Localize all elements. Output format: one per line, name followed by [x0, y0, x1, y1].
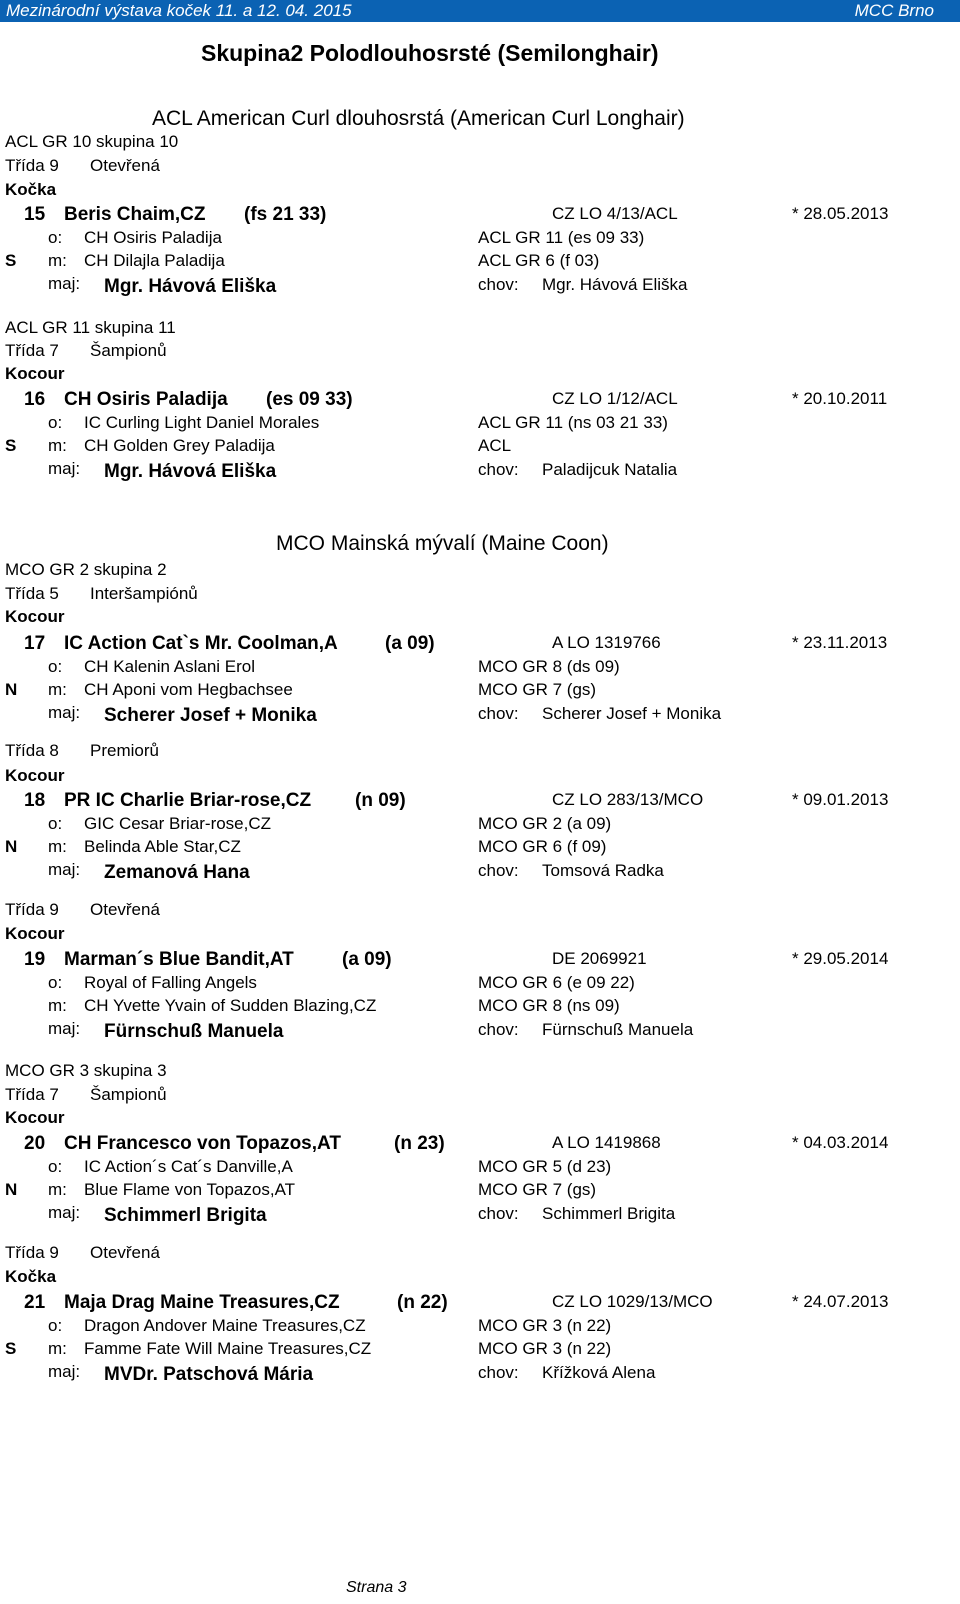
- class-name: Otevřená: [90, 156, 160, 175]
- owner-label: maj:: [48, 1203, 81, 1222]
- breeder-name: Mgr. Hávová Eliška: [542, 275, 688, 294]
- section-label: ACL GR 10 skupina 10: [5, 132, 179, 151]
- cat-name: IC Action Cat`s Mr. Coolman,A: [64, 633, 338, 654]
- father-label: o:: [48, 228, 63, 247]
- class-number: Třída 9: [5, 156, 59, 175]
- owner-label: maj:: [48, 1362, 81, 1381]
- cat-ems: (a 09): [385, 633, 435, 654]
- father-label: o:: [48, 1157, 63, 1176]
- mother-name: CH Yvette Yvain of Sudden Blazing,CZ: [84, 996, 377, 1015]
- sex-code: S: [5, 436, 17, 455]
- birth-date: * 28.05.2013: [792, 204, 889, 223]
- mother-name: Famme Fate Will Maine Treasures,CZ: [84, 1339, 372, 1358]
- owner-label: maj:: [48, 459, 81, 478]
- father-name: IC Curling Light Daniel Morales: [84, 413, 320, 432]
- owner-label: maj:: [48, 274, 81, 293]
- cat-name: CH Francesco von Topazos,AT: [64, 1133, 341, 1154]
- mother-ems: ACL: [478, 436, 512, 455]
- breeder-label: chov:: [478, 460, 519, 479]
- entry-number: 20: [24, 1133, 46, 1154]
- breeder-name: Křížková Alena: [542, 1363, 656, 1382]
- mother-ems: MCO GR 7 (gs): [478, 1180, 597, 1199]
- class-number: Třída 7: [5, 341, 59, 360]
- cat-name: PR IC Charlie Briar-rose,CZ: [64, 790, 312, 811]
- entry-number: 18: [24, 790, 46, 811]
- owner-name: Mgr. Hávová Eliška: [104, 276, 277, 297]
- birth-date: * 24.07.2013: [792, 1292, 889, 1311]
- registration: A LO 1319766: [552, 633, 661, 652]
- sex-heading: Kocour: [5, 364, 65, 383]
- birth-date: * 29.05.2014: [792, 949, 889, 968]
- cat-ems: (n 23): [394, 1133, 445, 1154]
- sex-code: N: [5, 1180, 18, 1199]
- sex-code: S: [5, 1339, 17, 1358]
- sex-heading: Kocour: [5, 924, 65, 943]
- cat-name: Maja Drag Maine Treasures,CZ: [64, 1292, 340, 1313]
- section-label: MCO GR 3 skupina 3: [5, 1061, 167, 1080]
- breeder-label: chov:: [478, 1204, 519, 1223]
- registration: DE 2069921: [552, 949, 647, 968]
- father-ems: MCO GR 2 (a 09): [478, 814, 612, 833]
- owner-name: Fürnschuß Manuela: [104, 1021, 284, 1042]
- mother-label: m:: [48, 996, 67, 1015]
- mother-label: m:: [48, 680, 67, 699]
- owner-name: Scherer Josef + Monika: [104, 705, 317, 726]
- breeder-name: Paladijcuk Natalia: [542, 460, 678, 479]
- father-label: o:: [48, 657, 63, 676]
- sex-code: N: [5, 837, 18, 856]
- mother-label: m:: [48, 1339, 67, 1358]
- breed-title: MCO Mainská mývalí (Maine Coon): [276, 532, 609, 555]
- father-name: IC Action´s Cat´s Danville,A: [84, 1157, 293, 1176]
- mother-name: Belinda Able Star,CZ: [84, 837, 241, 856]
- cat-ems: (n 22): [397, 1292, 448, 1313]
- sex-heading: Kocour: [5, 1108, 65, 1127]
- cat-name: Beris Chaim,CZ: [64, 204, 206, 225]
- mother-ems: MCO GR 6 (f 09): [478, 837, 607, 856]
- breeder-name: Fürnschuß Manuela: [542, 1020, 694, 1039]
- mother-label: m:: [48, 251, 67, 270]
- page-header: [0, 0, 960, 22]
- mother-ems: MCO GR 3 (n 22): [478, 1339, 612, 1358]
- section-label: ACL GR 11 skupina 11: [5, 318, 176, 337]
- entry-number: 17: [24, 633, 46, 654]
- owner-label: maj:: [48, 703, 81, 722]
- registration: A LO 1419868: [552, 1133, 661, 1152]
- mother-name: Blue Flame von Topazos,AT: [84, 1180, 296, 1199]
- owner-name: Zemanová Hana: [104, 862, 250, 883]
- class-name: Šampionů: [90, 341, 167, 360]
- cat-ems: (n 09): [355, 790, 406, 811]
- entry-number: 15: [24, 204, 46, 225]
- sex-heading: Kočka: [5, 1267, 57, 1286]
- cat-ems: (es 09 33): [266, 389, 353, 410]
- class-name: Premiorů: [90, 741, 159, 760]
- mother-name: CH Dilajla Paladija: [84, 251, 225, 270]
- father-name: Royal of Falling Angels: [84, 973, 257, 992]
- birth-date: * 20.10.2011: [792, 389, 888, 408]
- entry-number: 19: [24, 949, 46, 970]
- owner-name: MVDr. Patschová Mária: [104, 1364, 314, 1385]
- breeder-label: chov:: [478, 1363, 519, 1382]
- father-label: o:: [48, 973, 63, 992]
- cat-name: CH Osiris Paladija: [64, 389, 228, 410]
- page-number: Strana 3: [346, 1579, 407, 1596]
- class-name: Šampionů: [90, 1085, 167, 1104]
- mother-label: m:: [48, 436, 67, 455]
- father-label: o:: [48, 1316, 63, 1335]
- father-label: o:: [48, 413, 63, 432]
- class-name: Otevřená: [90, 1243, 160, 1262]
- father-ems: MCO GR 8 (ds 09): [478, 657, 620, 676]
- birth-date: * 23.11.2013: [792, 633, 888, 652]
- breed-title: ACL American Curl dlouhosrstá (American Curl Longhair): [152, 107, 685, 130]
- class-number: Třída 9: [5, 1243, 59, 1262]
- mother-label: m:: [48, 1180, 67, 1199]
- cat-name: Marman´s Blue Bandit,AT: [64, 949, 294, 970]
- father-ems: MCO GR 3 (n 22): [478, 1316, 612, 1335]
- header-event: Mezinárodní výstava koček 11. a 12. 04. 2015: [6, 1, 352, 20]
- breeder-label: chov:: [478, 704, 519, 723]
- father-ems: MCO GR 6 (e 09 22): [478, 973, 635, 992]
- entry-number: 21: [24, 1292, 46, 1313]
- owner-name: Schimmerl Brigita: [104, 1205, 267, 1226]
- father-name: CH Kalenin Aslani Erol: [84, 657, 256, 676]
- breeder-label: chov:: [478, 861, 519, 880]
- father-ems: ACL GR 11 (ns 03 21 33): [478, 413, 668, 432]
- class-name: Interšampiónů: [90, 584, 198, 603]
- birth-date: * 04.03.2014: [792, 1133, 889, 1152]
- breeder-name: Schimmerl Brigita: [542, 1204, 676, 1223]
- breeder-name: Tomsová Radka: [542, 861, 664, 880]
- breeder-label: chov:: [478, 1020, 519, 1039]
- owner-label: maj:: [48, 1019, 81, 1038]
- birth-date: * 09.01.2013: [792, 790, 889, 809]
- class-number: Třída 5: [5, 584, 59, 603]
- father-name: GIC Cesar Briar-rose,CZ: [84, 814, 272, 833]
- mother-ems: MCO GR 8 (ns 09): [478, 996, 620, 1015]
- class-name: Otevřená: [90, 900, 160, 919]
- mother-name: CH Aponi vom Hegbachsee: [84, 680, 293, 699]
- class-number: Třída 9: [5, 900, 59, 919]
- mother-ems: MCO GR 7 (gs): [478, 680, 597, 699]
- class-number: Třída 7: [5, 1085, 59, 1104]
- registration: CZ LO 1029/13/MCO: [552, 1292, 713, 1311]
- father-name: CH Osiris Paladija: [84, 228, 222, 247]
- entry-number: 16: [24, 389, 46, 410]
- registration: CZ LO 1/12/ACL: [552, 389, 678, 408]
- sex-code: S: [5, 251, 17, 270]
- sex-code: N: [5, 680, 18, 699]
- sex-heading: Kocour: [5, 766, 65, 785]
- breeder-label: chov:: [478, 275, 519, 294]
- father-label: o:: [48, 814, 63, 833]
- mother-name: CH Golden Grey Paladija: [84, 436, 275, 455]
- owner-name: Mgr. Hávová Eliška: [104, 461, 277, 482]
- registration: CZ LO 4/13/ACL: [552, 204, 678, 223]
- father-name: Dragon Andover Maine Treasures,CZ: [84, 1316, 366, 1335]
- registration: CZ LO 283/13/MCO: [552, 790, 704, 809]
- sex-heading: Kočka: [5, 180, 57, 199]
- mother-ems: ACL GR 6 (f 03): [478, 251, 600, 270]
- father-ems: MCO GR 5 (d 23): [478, 1157, 612, 1176]
- header-club: MCC Brno: [854, 1, 934, 20]
- owner-label: maj:: [48, 860, 81, 879]
- sex-heading: Kocour: [5, 607, 65, 626]
- cat-ems: (fs 21 33): [244, 204, 327, 225]
- class-number: Třída 8: [5, 741, 59, 760]
- group-title: Skupina2 Polodlouhosrsté (Semilonghair): [201, 40, 659, 66]
- cat-ems: (a 09): [342, 949, 392, 970]
- breeder-name: Scherer Josef + Monika: [542, 704, 722, 723]
- father-ems: ACL GR 11 (es 09 33): [478, 228, 645, 247]
- mother-label: m:: [48, 837, 67, 856]
- section-label: MCO GR 2 skupina 2: [5, 560, 167, 579]
